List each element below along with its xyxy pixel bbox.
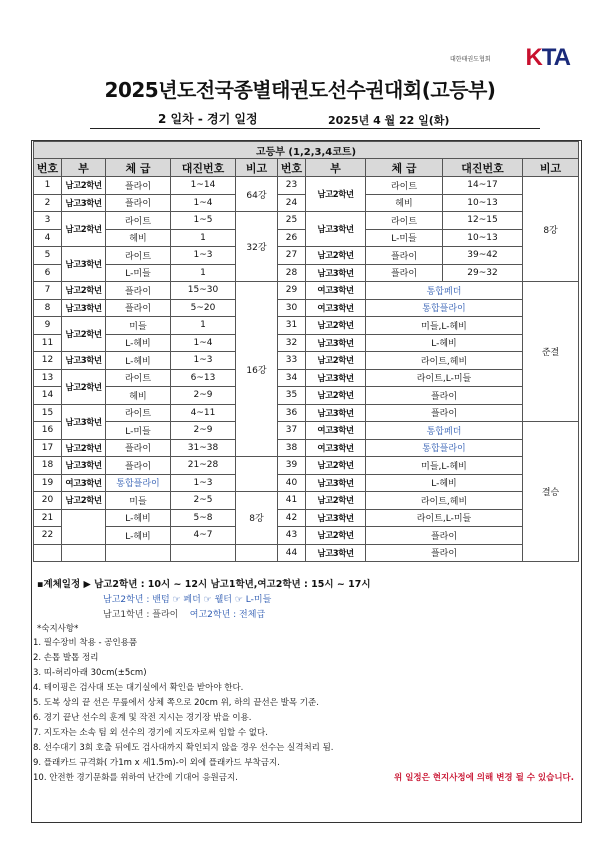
weight-class-cell: L-미들: [106, 264, 171, 282]
weight-class-cell: 헤비: [106, 229, 171, 247]
rule-item: 10. 안전한 경기문화를 위하여 난간에 기대어 응원금지.: [33, 773, 238, 783]
weight-class-cell: L-헤비: [366, 334, 523, 352]
weigh-in-order-line: 남고2학년 : 밴텀 ☞ 페더 ☞ 웰터 ☞ L-미들: [103, 595, 272, 605]
division-cell: 남고2학년: [62, 282, 106, 300]
weight-class-cell: 플라이: [366, 264, 443, 282]
table-row: [34, 352, 579, 370]
date-label: 2025년 4 월 22 일(화): [328, 114, 450, 127]
weight-class-cell: L-헤비: [106, 334, 171, 352]
division-cell: 남고2학년: [306, 527, 366, 545]
weight-class-cell: 플라이: [106, 457, 171, 475]
division-cell: 남고3학년: [306, 369, 366, 387]
kta-logo: [450, 44, 570, 72]
weight-class-cell: 라이트: [366, 212, 443, 230]
bracket-number-cell: 4~7: [171, 527, 236, 545]
match-number-cell: 36: [278, 404, 306, 422]
match-number-cell: 28: [278, 264, 306, 282]
match-number-cell: 16: [34, 422, 62, 440]
match-number-cell: 34: [278, 369, 306, 387]
table-row: [34, 212, 579, 230]
header-cell: 비고: [236, 159, 278, 177]
subtitle-bar: [90, 110, 540, 129]
weight-class-cell: L-미들: [106, 422, 171, 440]
logo-org-text: 대한태권도협회: [450, 56, 491, 63]
division-cell: 남고2학년: [306, 457, 366, 475]
match-number-cell: 18: [34, 457, 62, 475]
weigh-in-order-line: 남고1학년 : 플라이 여고2학년 : 전체급: [103, 610, 266, 620]
weight-class-cell: 라이트,헤비: [366, 352, 523, 370]
division-cell: 남고2학년: [306, 387, 366, 405]
weight-class-cell: 미들: [106, 317, 171, 335]
table-row: [34, 544, 579, 562]
bracket-number-cell: 10~13: [443, 229, 523, 247]
table-row: [34, 282, 579, 300]
table-row: [34, 439, 579, 457]
match-number-cell: 24: [278, 194, 306, 212]
division-cell: 남고2학년: [62, 369, 106, 404]
table-row: [34, 387, 579, 405]
table-row: [34, 492, 579, 510]
weight-class-cell: 미들: [106, 492, 171, 510]
weight-class-cell: 라이트: [106, 369, 171, 387]
rule-item: 4. 테이핑은 검사대 또는 대기실에서 확인을 받아야 한다.: [33, 683, 244, 693]
header-cell: 대진번호: [443, 159, 523, 177]
round-note-cell: 32강: [236, 212, 278, 282]
bracket-number-cell: 1~3: [171, 247, 236, 265]
division-cell: 남고3학년: [62, 457, 106, 475]
weight-class-cell: 플라이: [366, 247, 443, 265]
match-number-cell: 11: [34, 334, 62, 352]
bracket-number-cell: 1~4: [171, 334, 236, 352]
table-row: [34, 299, 579, 317]
bracket-number-cell: 1: [171, 317, 236, 335]
match-number-cell: 44: [278, 544, 306, 562]
table-row: [34, 264, 579, 282]
rule-item: 7. 지도자는 소속 팀 외 선수의 경기에 지도자로써 임할 수 없다.: [33, 728, 268, 738]
match-number-cell: 3: [34, 212, 62, 230]
logo-mark: KTA: [525, 44, 570, 71]
weight-class-cell: 플라이: [106, 439, 171, 457]
weight-class-cell: 라이트: [106, 404, 171, 422]
match-number-cell: 8: [34, 299, 62, 317]
division-cell: 남고2학년: [62, 439, 106, 457]
division-cell: 남고2학년: [306, 247, 366, 265]
table-row: [34, 177, 579, 195]
division-cell: 남고2학년: [306, 177, 366, 212]
match-number-cell: 40: [278, 474, 306, 492]
division-cell: 남고2학년: [306, 492, 366, 510]
match-number-cell: 37: [278, 422, 306, 440]
division-cell: 남고3학년: [306, 404, 366, 422]
match-number-cell: 4: [34, 229, 62, 247]
match-number-cell: 19: [34, 474, 62, 492]
match-number-cell: 26: [278, 229, 306, 247]
division-cell: 여고3학년: [306, 422, 366, 440]
weight-class-cell: L-헤비: [106, 352, 171, 370]
weight-class-cell: 플라이: [366, 527, 523, 545]
weight-class-cell: 라이트: [106, 212, 171, 230]
table-row: [34, 317, 579, 335]
division-cell: 남고3학년: [306, 474, 366, 492]
table-row: [34, 334, 579, 352]
weigh-in-schedule: ▪계체일정 ▶ 남고2학년 : 10시 ~ 12시 남고1학년,여고2학년 : 15시 ~ 17시: [37, 579, 371, 590]
match-number-cell: 27: [278, 247, 306, 265]
header-cell: 체 급: [366, 159, 443, 177]
round-note-cell: 64강: [236, 177, 278, 212]
rules-title: *숙지사항*: [37, 624, 79, 634]
rule-item: 2. 손톱 발톱 정리: [33, 653, 99, 663]
division-cell: 남고3학년: [62, 299, 106, 317]
bracket-number-cell: 1~5: [171, 212, 236, 230]
weight-class-cell: 플라이: [106, 177, 171, 195]
match-number-cell: 14: [34, 387, 62, 405]
division-cell: 여고3학년: [306, 299, 366, 317]
round-note-cell: 8강: [236, 492, 278, 545]
table-row: [34, 474, 579, 492]
division-cell: 남고2학년: [62, 212, 106, 247]
weight-class-cell: L-미들: [366, 229, 443, 247]
match-number-cell: 1: [34, 177, 62, 195]
empty-cell: [236, 544, 278, 562]
bracket-number-cell: 15~30: [171, 282, 236, 300]
schedule-table: [33, 141, 579, 562]
match-number-cell: 13: [34, 369, 62, 387]
table-row: [34, 369, 579, 387]
weight-class-cell: 미들,L-헤비: [366, 317, 523, 335]
division-cell: 남고3학년: [62, 352, 106, 370]
rule-item: 1. 필수장비 착용 - 공인용품: [33, 638, 138, 648]
bracket-number-cell: 21~28: [171, 457, 236, 475]
match-number-cell: 32: [278, 334, 306, 352]
round-note-cell: 16강: [236, 282, 278, 457]
match-number-cell: 30: [278, 299, 306, 317]
header-cell: 비고: [523, 159, 579, 177]
rules-list: [33, 636, 334, 786]
weight-class-cell: 라이트: [106, 247, 171, 265]
empty-cell: [34, 544, 62, 562]
bracket-number-cell: 2~9: [171, 387, 236, 405]
match-number-cell: 39: [278, 457, 306, 475]
weight-class-cell: 라이트,L-미들: [366, 509, 523, 527]
table-row: [34, 247, 579, 265]
table-caption: 고등부 (1,2,3,4코트): [34, 142, 579, 159]
weight-class-cell: 통합플라이: [366, 439, 523, 457]
bracket-number-cell: 5~20: [171, 299, 236, 317]
division-cell: 남고3학년: [306, 544, 366, 562]
division-cell: 남고3학년: [306, 509, 366, 527]
rule-item: 5. 도복 상의 끝 선은 무릎에서 상체 쪽으로 20cm 위, 하의 끝선은 발목 기준.: [33, 698, 319, 708]
weight-class-cell: 미들,L-헤비: [366, 457, 523, 475]
weight-class-cell: 헤비: [366, 194, 443, 212]
page-title: 2025년도전국종별태권도선수권대회(고등부): [104, 78, 496, 102]
match-number-cell: 6: [34, 264, 62, 282]
division-cell: 남고3학년: [62, 194, 106, 212]
division-cell: 남고3학년: [306, 334, 366, 352]
header-cell: 부: [306, 159, 366, 177]
bracket-number-cell: 1~3: [171, 474, 236, 492]
match-number-cell: 41: [278, 492, 306, 510]
table-row: [34, 422, 579, 440]
match-number-cell: 17: [34, 439, 62, 457]
weight-class-cell: 라이트,헤비: [366, 492, 523, 510]
bracket-number-cell: 39~42: [443, 247, 523, 265]
bracket-number-cell: 1~3: [171, 352, 236, 370]
weight-class-cell: 통합플라이: [366, 299, 523, 317]
bracket-number-cell: 4~11: [171, 404, 236, 422]
division-cell: 남고2학년: [62, 317, 106, 352]
match-number-cell: 31: [278, 317, 306, 335]
day-label: 2 일차 - 경기 일정: [158, 112, 258, 126]
match-number-cell: 2: [34, 194, 62, 212]
weight-class-cell: 헤비: [106, 387, 171, 405]
weight-class-cell: 통합플라이: [106, 474, 171, 492]
division-cell: 남고2학년: [62, 177, 106, 195]
rule-item: 6. 경기 끝난 선수의 훈계 및 작전 지시는 경기장 밖을 이용.: [33, 713, 252, 723]
empty-cell: [171, 544, 236, 562]
division-cell: 남고3학년: [62, 247, 106, 282]
division-cell: 여고3학년: [62, 474, 106, 492]
weight-class-cell: 플라이: [366, 387, 523, 405]
change-warning: 위 일정은 현지사정에 의해 변경 될 수 있습니다.: [394, 773, 574, 783]
empty-cell: [62, 544, 106, 562]
match-number-cell: 9: [34, 317, 62, 335]
table-row: [34, 404, 579, 422]
match-number-cell: 5: [34, 247, 62, 265]
match-number-cell: 7: [34, 282, 62, 300]
bracket-number-cell: 5~8: [171, 509, 236, 527]
table-row: [34, 527, 579, 545]
match-number-cell: 20: [34, 492, 62, 510]
round-note-cell: [236, 457, 278, 492]
match-number-cell: 15: [34, 404, 62, 422]
empty-cell: [106, 544, 171, 562]
weight-class-cell: 라이트,L-미들: [366, 369, 523, 387]
division-cell: 남고2학년: [62, 492, 106, 510]
weight-class-cell: 플라이: [366, 544, 523, 562]
weight-class-cell: L-헤비: [366, 474, 523, 492]
header-cell: 번호: [34, 159, 62, 177]
rule-item: 8. 선수대기 3회 호출 뒤에도 검사대까지 확인되지 않을 경우 선수는 실격처리 됨.: [33, 743, 334, 753]
bracket-number-cell: 1~14: [171, 177, 236, 195]
match-number-cell: 21: [34, 509, 62, 527]
weight-class-cell: L-헤비: [106, 509, 171, 527]
match-number-cell: 38: [278, 439, 306, 457]
header-cell: 번호: [278, 159, 306, 177]
bracket-number-cell: 1: [171, 229, 236, 247]
weight-class-cell: 플라이: [106, 194, 171, 212]
division-cell: 여고3학년: [306, 282, 366, 300]
weight-class-cell: 라이트: [366, 177, 443, 195]
bracket-number-cell: 12~15: [443, 212, 523, 230]
match-number-cell: 43: [278, 527, 306, 545]
weight-class-cell: 통합페더: [366, 422, 523, 440]
match-number-cell: 12: [34, 352, 62, 370]
weight-class-cell: 플라이: [366, 404, 523, 422]
match-number-cell: 23: [278, 177, 306, 195]
division-cell: 남고3학년: [62, 404, 106, 439]
weight-class-cell: 통합페더: [366, 282, 523, 300]
match-number-cell: 22: [34, 527, 62, 545]
rule-item: 3. 띠-허리아래 30cm(±5cm): [33, 668, 147, 678]
table-row: [34, 457, 579, 475]
division-cell: 남고2학년: [306, 352, 366, 370]
header-cell: 부: [62, 159, 106, 177]
header-cell: 체 급: [106, 159, 171, 177]
division-cell: 남고3학년: [306, 212, 366, 247]
weight-class-cell: 플라이: [106, 282, 171, 300]
bracket-number-cell: 1~4: [171, 194, 236, 212]
round-note-cell: 8강: [523, 177, 579, 282]
bracket-number-cell: 2~5: [171, 492, 236, 510]
bracket-number-cell: 6~13: [171, 369, 236, 387]
match-number-cell: 33: [278, 352, 306, 370]
header-cell: 대진번호: [171, 159, 236, 177]
bracket-number-cell: 14~17: [443, 177, 523, 195]
weight-class-cell: 플라이: [106, 299, 171, 317]
bracket-number-cell: 31~38: [171, 439, 236, 457]
round-note-cell: 결승: [523, 422, 579, 562]
rule-item: 9. 플래카드 규격화( 가1m x 세1.5m)-이 외에 플래카드 부착금지.: [33, 758, 280, 768]
table-row: [34, 509, 579, 527]
division-cell: 남고2학년: [306, 317, 366, 335]
match-number-cell: 25: [278, 212, 306, 230]
division-cell: 여고3학년: [306, 439, 366, 457]
weight-class-cell: L-헤비: [106, 527, 171, 545]
division-cell: 남고3학년: [306, 264, 366, 282]
match-number-cell: 42: [278, 509, 306, 527]
bracket-number-cell: 10~13: [443, 194, 523, 212]
bracket-number-cell: 1: [171, 264, 236, 282]
match-number-cell: 35: [278, 387, 306, 405]
division-cell: [62, 509, 106, 544]
bracket-number-cell: 29~32: [443, 264, 523, 282]
bracket-number-cell: 2~9: [171, 422, 236, 440]
round-note-cell: 준결: [523, 282, 579, 422]
match-number-cell: 29: [278, 282, 306, 300]
